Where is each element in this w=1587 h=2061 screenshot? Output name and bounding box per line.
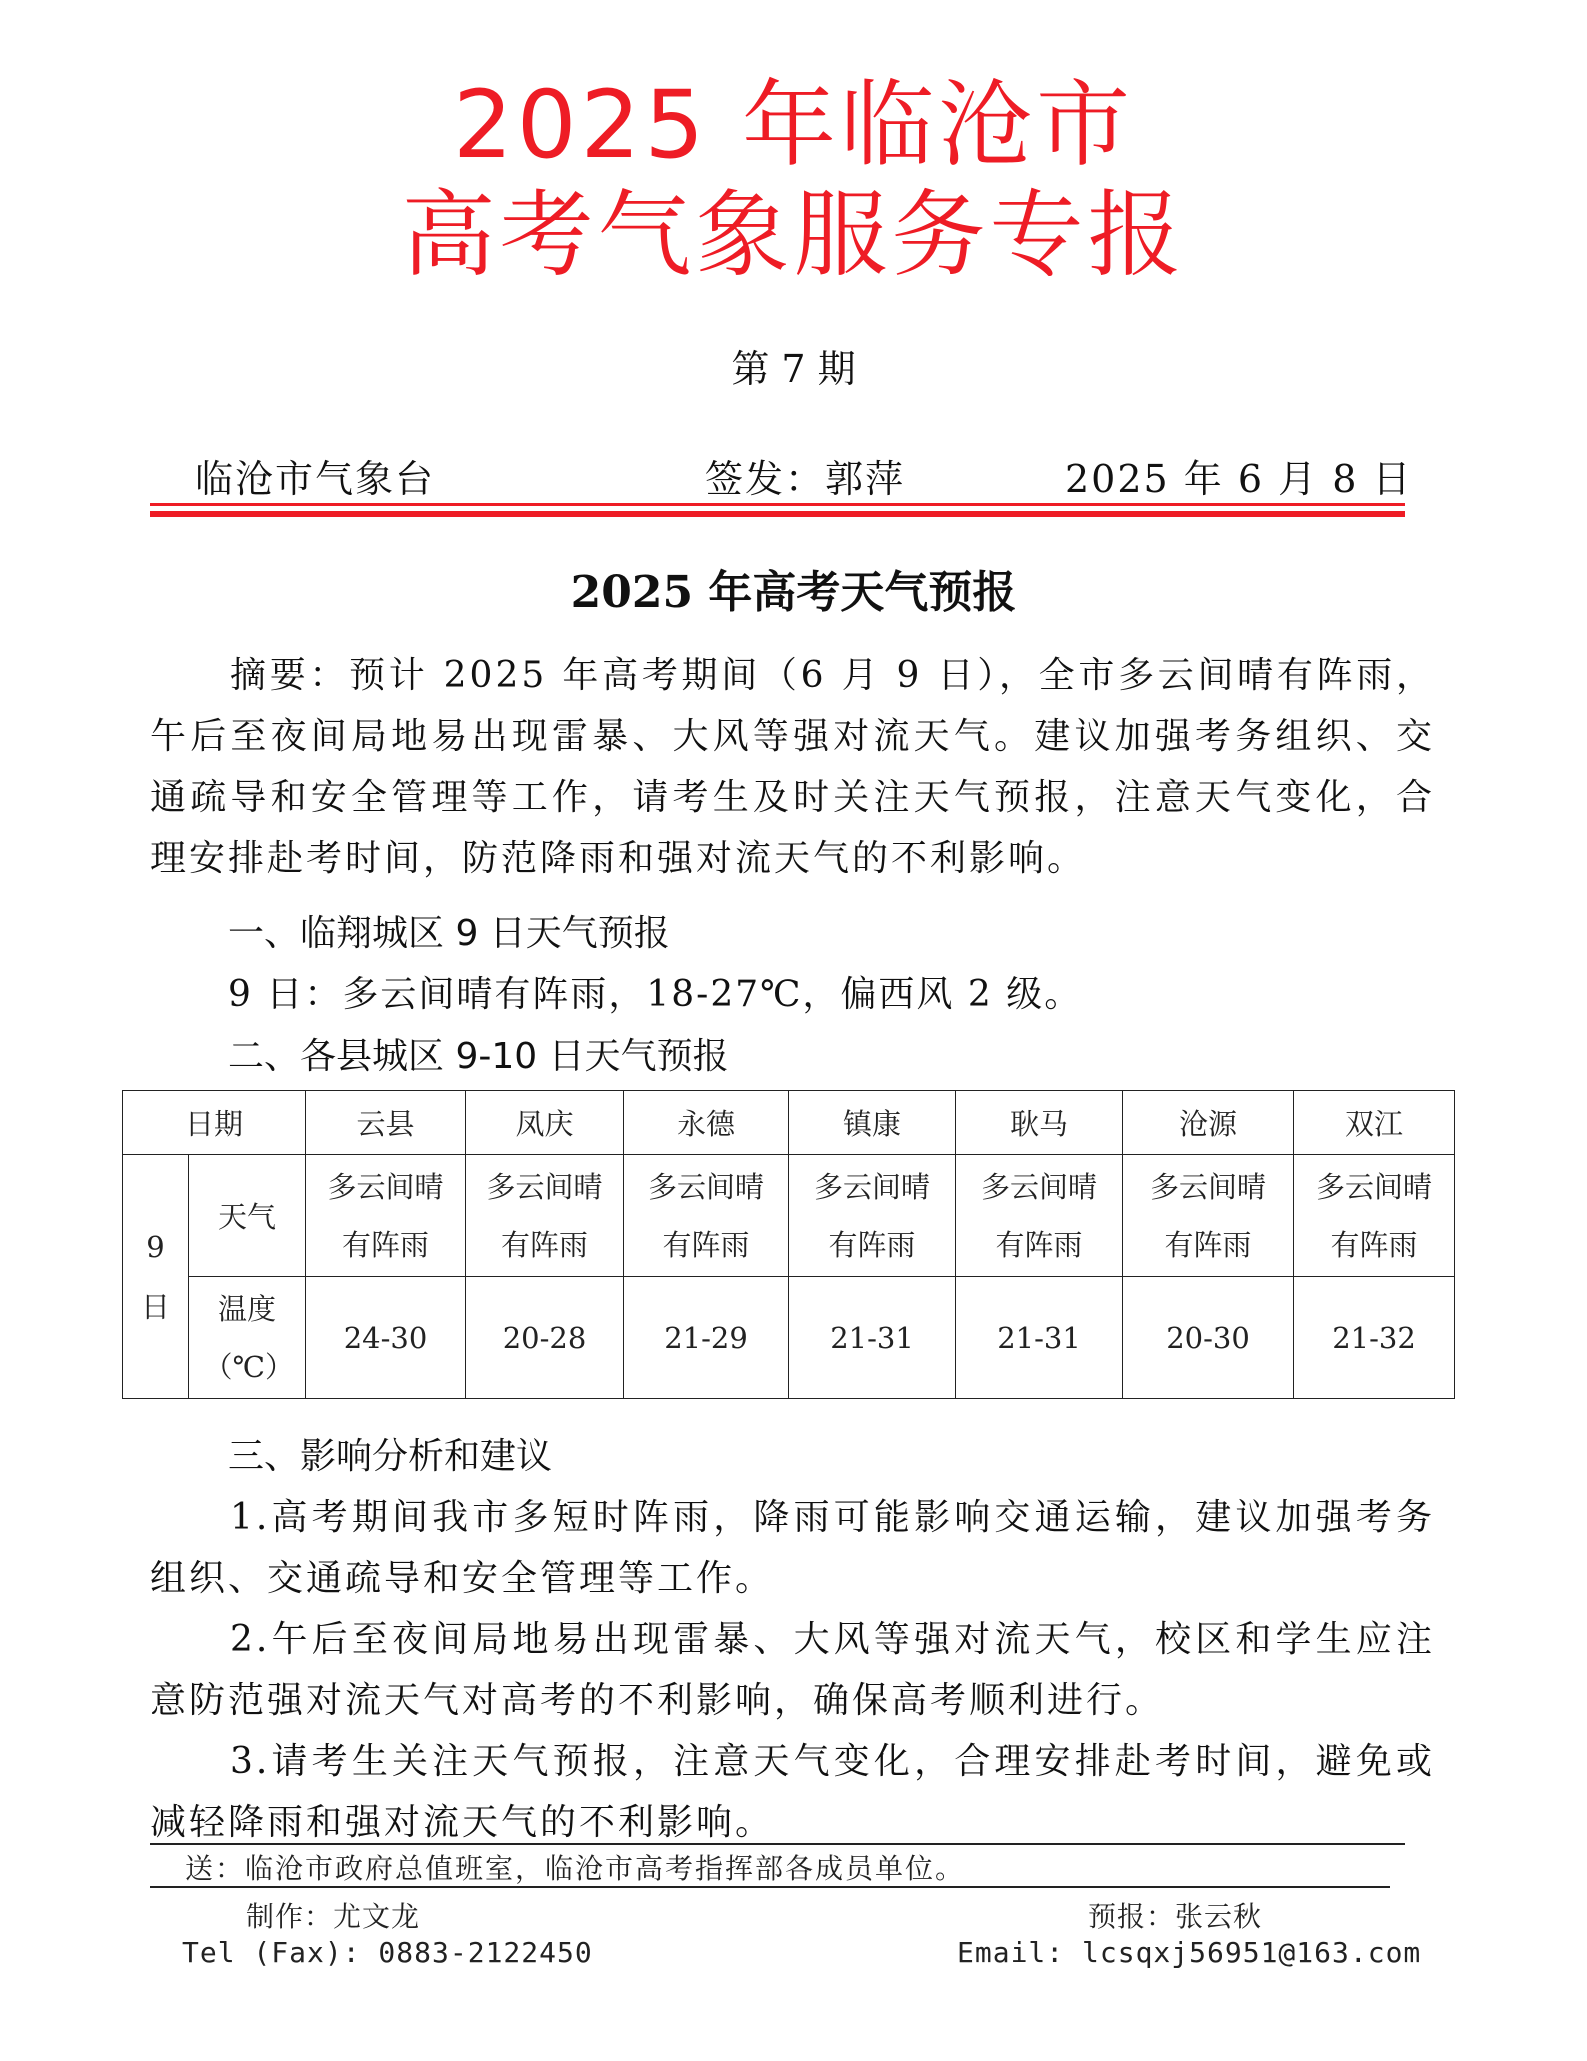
- footer-rule-mid: [150, 1886, 1390, 1888]
- weather-cell: [466, 1155, 624, 1277]
- weather-cell: [306, 1155, 466, 1277]
- county-header: 云县: [306, 1091, 466, 1155]
- temperature-cell: 21-31: [956, 1277, 1123, 1399]
- suggestion-item: 1.高考期间我市多短时阵雨，降雨可能影响交通运输，建议加强考务组织、交通疏导和安全管理等工作。: [150, 1497, 1435, 1599]
- weather-text: 多云间晴有阵雨: [327, 1169, 444, 1262]
- temperature-row: [123, 1277, 1455, 1399]
- weather-text: 多云间晴有阵雨: [1150, 1169, 1267, 1262]
- temperature-cell: 20-30: [1123, 1277, 1294, 1399]
- suggestion-item: 2.午后至夜间局地易出现雷暴、大风等强对流天气，校区和学生应注意防范强对流天气对高考的不利影响，确保高考顺利进行。: [150, 1619, 1435, 1721]
- maker: 制作：尤文龙: [246, 1900, 421, 1933]
- issue-date: 2025 年 6 月 8 日: [1065, 457, 1413, 501]
- footer-rule-top: [150, 1843, 1405, 1845]
- temperature-label-cell: [189, 1277, 306, 1399]
- forecaster: 预报：张云秋: [1088, 1900, 1263, 1933]
- issuing-organization: 临沧市气象台: [195, 457, 436, 501]
- weather-text: 多云间晴有阵雨: [486, 1169, 603, 1262]
- weather-text: 多云间晴有阵雨: [814, 1169, 931, 1262]
- temperature-cell: 21-29: [624, 1277, 789, 1399]
- signer: 签发：郭萍: [705, 457, 906, 501]
- temperature-cell: 21-31: [789, 1277, 956, 1399]
- distribution-list: 送：临沧市政府总值班室，临沧市高考指挥部各成员单位。: [185, 1852, 966, 1885]
- section2-heading: 二、各县城区 9-10 日天气预报: [228, 1036, 729, 1077]
- day-cell: [123, 1155, 189, 1399]
- section1-forecast: 9 日：多云间晴有阵雨，18-27℃，偏西风 2 级。: [228, 974, 1083, 1015]
- county-header: 沧源: [1123, 1091, 1294, 1155]
- weather-cell: [1294, 1155, 1455, 1277]
- weather-text: 多云间晴有阵雨: [648, 1169, 765, 1262]
- county-header: 镇康: [789, 1091, 956, 1155]
- contact-email: Email: lcsqxj56951@163.com: [957, 1936, 1422, 1969]
- day-label: 9日: [141, 1229, 171, 1324]
- weather-label: 天气: [189, 1155, 306, 1277]
- header-divider-thin: [150, 503, 1405, 506]
- section1-heading: 一、临翔城区 9 日天气预报: [228, 913, 670, 954]
- issue-number: 第 7 期: [731, 347, 856, 391]
- county-header: 耿马: [956, 1091, 1123, 1155]
- county-header: 永德: [624, 1091, 789, 1155]
- contact-phone: Tel (Fax): 0883-2122450: [182, 1936, 593, 1969]
- weather-text: 多云间晴有阵雨: [1316, 1169, 1433, 1262]
- weather-cell: [789, 1155, 956, 1277]
- section3-heading: 三、影响分析和建议: [228, 1436, 553, 1477]
- county-header: 双江: [1294, 1091, 1455, 1155]
- document-title: 2025 年高考天气预报: [570, 567, 1017, 618]
- weather-cell: [624, 1155, 789, 1277]
- table-header-row: [123, 1091, 1455, 1155]
- header-divider-thick: [150, 511, 1405, 517]
- weather-cell: [956, 1155, 1123, 1277]
- temperature-label: 温度（℃）: [203, 1291, 294, 1384]
- summary-paragraph: 摘要：预计 2025 年高考期间（6 月 9 日），全市多云间晴有阵雨，午后至夜间局地易出现雷暴、大风等强对流天气。建议加强考务组织、交通疏导和安全管理等工作，请考生及时关注天气预报，注意天气变化，合理安排赴考时间，防范降雨和强对流天气的不利影响。: [150, 655, 1435, 879]
- county-header: 凤庆: [466, 1091, 624, 1155]
- temperature-cell: 20-28: [466, 1277, 624, 1399]
- weather-text: 多云间晴有阵雨: [981, 1169, 1098, 1262]
- weather-row: [123, 1155, 1455, 1277]
- suggestion-item: 3.请考生关注天气预报，注意天气变化，合理安排赴考时间，避免或减轻降雨和强对流天气的不利影响。: [150, 1741, 1435, 1843]
- report-title-line2: 高考气象服务专报: [401, 181, 1186, 290]
- county-forecast-table: [122, 1090, 1455, 1399]
- weather-cell: [1123, 1155, 1294, 1277]
- temperature-cell: 21-32: [1294, 1277, 1455, 1399]
- report-title-line1: 2025 年临沧市: [452, 71, 1135, 180]
- date-header: 日期: [123, 1091, 306, 1155]
- temperature-cell: 24-30: [306, 1277, 466, 1399]
